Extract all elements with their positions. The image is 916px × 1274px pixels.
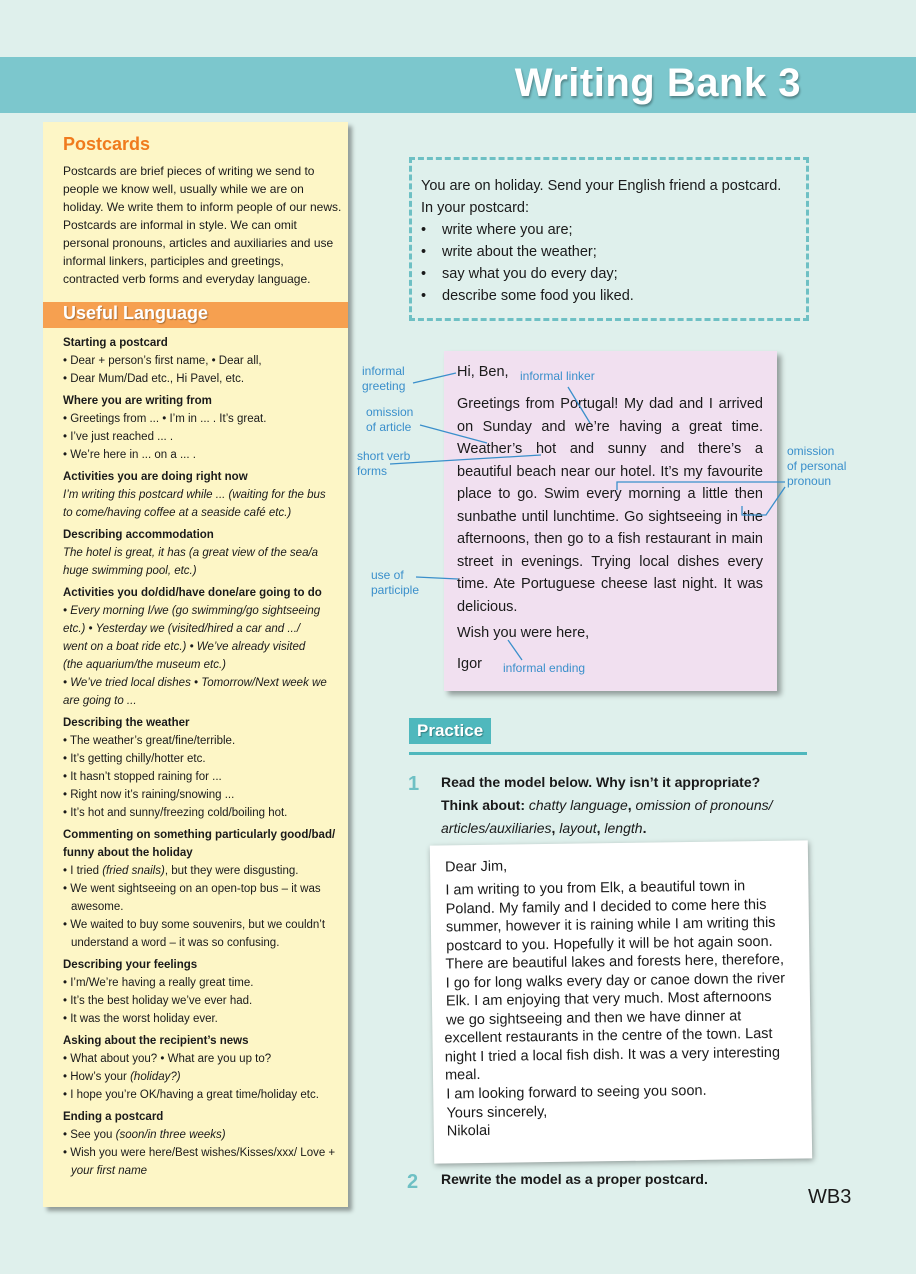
task-bullet-text: describe some food you liked. bbox=[442, 288, 634, 304]
letter-closing-line: I am looking forward to seeing you soon. bbox=[446, 1082, 707, 1103]
question-number: 2 bbox=[407, 1171, 419, 1193]
phrase: • I’ve just reached ... . bbox=[63, 431, 174, 443]
bullet-icon: • bbox=[421, 244, 427, 260]
phrase: • I’m/We’re having a really great time. bbox=[63, 977, 254, 989]
section-title: Describing the weather bbox=[63, 717, 190, 729]
phrase-part: • I tried bbox=[63, 865, 103, 877]
think-item: articles/auxiliaries bbox=[441, 820, 552, 836]
letter-line: night I tried a local fish dish. It was a very interesting bbox=[444, 1044, 781, 1065]
letter-line: Elk. I am enjoying that very much. Most afternoons bbox=[445, 988, 772, 1010]
practice-label: Practice bbox=[409, 718, 491, 744]
connector-linker bbox=[568, 387, 590, 423]
letter-closing bbox=[446, 1082, 707, 1141]
question-1-line: Read the model below. Why isn’t it appropriate? bbox=[441, 774, 761, 790]
phrase: understand a word – it was so confusing. bbox=[71, 937, 280, 949]
annotation-line: omission bbox=[787, 444, 835, 458]
connector-pronoun-2 bbox=[742, 487, 785, 515]
phrase: • Dear Mum/Dad etc., Hi Pavel, etc. bbox=[63, 373, 245, 385]
phrase-example: (fried snails) bbox=[102, 865, 165, 877]
phrase: • It hasn’t stopped raining for ... bbox=[63, 771, 222, 783]
connector-verb-forms bbox=[390, 455, 541, 464]
annotation-line: informal bbox=[362, 364, 405, 378]
section-title: Activities you do/did/have done/are going to do bbox=[63, 587, 322, 599]
letter-line: I am writing to you from Elk, a beautiful town in bbox=[445, 878, 746, 899]
bullet-icon: • bbox=[421, 222, 427, 238]
task-bullet-text: write where you are; bbox=[442, 222, 573, 238]
phrase-example: (soon/in three weeks) bbox=[115, 1129, 226, 1141]
model-closing: Wish you were here, bbox=[457, 625, 590, 641]
letter-line: summer, however it is raining while I am writing this bbox=[445, 914, 776, 936]
phrase-part: • See you bbox=[63, 1129, 116, 1141]
letter-salutation: Dear Jim, bbox=[444, 858, 508, 876]
phrase: etc.) • Yesterday we (visited/hired a car and .../ bbox=[63, 623, 301, 635]
phrase: • We’ve tried local dishes • Tomorrow/Next week we bbox=[63, 677, 327, 689]
phrase: I’m writing this postcard while ... (waiting for the bus bbox=[63, 489, 326, 501]
letter-card bbox=[430, 840, 812, 1163]
annotation-informal-ending: informal ending bbox=[503, 661, 586, 675]
task-bullet-text: write about the weather; bbox=[442, 244, 597, 260]
letter-signature: Nikolai bbox=[446, 1122, 491, 1140]
model-signature: Igor bbox=[457, 656, 482, 672]
task-intro: You are on holiday. Send your English friend a postcard. bbox=[421, 178, 782, 194]
practice-divider bbox=[409, 752, 807, 755]
phrase: • It’s the best holiday we’ve ever had. bbox=[63, 995, 253, 1007]
letter-closing-line: Yours sincerely, bbox=[446, 1103, 548, 1121]
letter-line: excellent restaurants in the centre of the town. Last bbox=[444, 1025, 773, 1047]
model-body: Greetings from Portugal! My dad and I arrived on Sunday and we’re having a great time. Weather’s hot and sunny and there’s a beautiful beach near our hotel. It’s my favourite place to go. Swim every morning a little then sunbathe until lunchtime. Go sightseeing in the afternoons, then go to a fish restaurant in main street in evenings. Trying local dishes every time. Ate Portuguese cheese last night. It was delicious. bbox=[457, 396, 763, 615]
section-title: Asking about the recipient’s news bbox=[63, 1035, 249, 1047]
page-title: Writing Bank 3 bbox=[514, 61, 801, 105]
phrase: huge swimming pool, etc.) bbox=[63, 565, 197, 577]
connector-greeting bbox=[413, 373, 456, 383]
letter-line: we go sightseeing and then we have dinner at bbox=[446, 1007, 742, 1028]
section-title: Activities you are doing right now bbox=[63, 471, 248, 483]
annotation-line: use of bbox=[371, 568, 404, 582]
letter-line: Poland. My family and I decided to come here this bbox=[445, 896, 767, 917]
letter-line: There are beautiful lakes and forests here, therefore, bbox=[445, 951, 785, 973]
phrase: • Every morning I/we (go swimming/go sightseeing bbox=[63, 605, 321, 617]
annotation-line: pronoun bbox=[787, 474, 832, 488]
phrase: • It was the worst holiday ever. bbox=[63, 1013, 218, 1025]
annotation-line: short verb bbox=[357, 449, 411, 463]
phrase: (the aquarium/the museum etc.) bbox=[63, 659, 226, 671]
section-title: Starting a postcard bbox=[63, 337, 168, 349]
phrase: • I hope you’re OK/having a great time/holiday etc. bbox=[63, 1089, 319, 1101]
phrase: • We’re here in ... on a ... . bbox=[63, 449, 196, 461]
letter-line: postcard to you. Hopefully it will be hot again soon. bbox=[446, 933, 773, 954]
phrase-part: • How’s your bbox=[63, 1071, 131, 1083]
phrase-example: (holiday?) bbox=[130, 1071, 181, 1083]
phrase: are going to ... bbox=[63, 695, 137, 707]
section-title: Where you are writing from bbox=[63, 395, 212, 407]
phrase: • The weather’s great/fine/terrible. bbox=[63, 735, 236, 747]
postcards-heading: Postcards bbox=[63, 134, 151, 154]
letter-body bbox=[444, 876, 807, 1085]
phrase: • Wish you were here/Best wishes/Kisses/xxx/ Love + bbox=[63, 1147, 336, 1159]
annotation-line: participle bbox=[371, 583, 420, 597]
annotation-line: forms bbox=[357, 464, 387, 478]
annotation-line: greeting bbox=[362, 379, 406, 393]
phrase: went on a boat ride etc.) • We’ve already visited bbox=[63, 641, 306, 653]
page-code: WB3 bbox=[808, 1186, 852, 1208]
bullet-icon: • bbox=[421, 266, 427, 282]
annotation-line: of personal bbox=[787, 459, 847, 473]
phrase: • It’s getting chilly/hotter etc. bbox=[63, 753, 206, 765]
connector-participle bbox=[416, 577, 458, 579]
phrase: awesome. bbox=[71, 901, 124, 913]
phrase: • We waited to buy some souvenirs, but we couldn’t bbox=[63, 919, 326, 931]
useful-language-heading: Useful Language bbox=[63, 303, 209, 323]
postcards-intro: Postcards are brief pieces of writing we send to people we know well, usually while we are on holiday. We write them to inform people of our news. Postcards are informal in style. We can omit personal pronouns, articles and auxiliaries and use informal linkers, participles and greetings, contracted verb forms and everyday language. bbox=[63, 164, 342, 286]
section-title: Describing your feelings bbox=[63, 959, 198, 971]
phrase: to come/having coffee at a seaside café etc.) bbox=[63, 507, 292, 519]
question-number: 1 bbox=[408, 773, 420, 795]
phrase: • Greetings from ... • I’m in ... . It’s great. bbox=[63, 413, 267, 425]
annotation-informal-linker: informal linker bbox=[520, 369, 595, 383]
phrase: • It’s hot and sunny/freezing cold/boiling hot. bbox=[63, 807, 288, 819]
connector-article bbox=[420, 425, 487, 443]
question-1-think-cont: articles/auxiliaries, layout, length. bbox=[441, 820, 647, 836]
letter-line: meal. bbox=[444, 1066, 481, 1084]
section-title: Commenting on something particularly good/bad/ funny about the holiday bbox=[63, 829, 336, 859]
phrase: • What about you? • What are you up to? bbox=[63, 1053, 272, 1065]
task-bullet-text: say what you do every day; bbox=[442, 266, 618, 282]
letter-line: I go for long walks every day or canoe down the river bbox=[445, 970, 786, 991]
section-title: Ending a postcard bbox=[63, 1111, 164, 1123]
think-item: omission of pronouns/ bbox=[635, 797, 773, 813]
question-1-think: Think about: chatty language, omission of pronouns/ bbox=[441, 797, 773, 813]
phrase-part: , but they were disgusting. bbox=[164, 865, 299, 877]
phrase: • Dear + person’s first name, • Dear all, bbox=[63, 355, 262, 367]
annotation-line: of article bbox=[366, 420, 412, 434]
think-about-label: Think about: bbox=[441, 797, 525, 813]
section-title: Describing accommodation bbox=[63, 529, 214, 541]
think-item: chatty language bbox=[528, 797, 628, 813]
connector-pronoun-1 bbox=[617, 482, 785, 490]
bullet-icon: • bbox=[421, 288, 427, 304]
connector-ending bbox=[508, 640, 522, 660]
question-1 bbox=[441, 771, 801, 840]
think-item: length bbox=[604, 820, 643, 836]
phrase: The hotel is great, it has (a great view of the sea/a bbox=[63, 547, 319, 559]
phrase: • We went sightseeing on an open-top bus – it was bbox=[63, 883, 321, 895]
model-greeting: Hi, Ben, bbox=[457, 364, 509, 380]
phrase: your first name bbox=[71, 1165, 148, 1177]
think-item: layout bbox=[559, 820, 597, 836]
phrase: • Right now it’s raining/snowing ... bbox=[63, 789, 235, 801]
task-intro: In your postcard: bbox=[421, 200, 529, 216]
annotation-line: omission bbox=[366, 405, 414, 419]
question-2: Rewrite the model as a proper postcard. bbox=[441, 1171, 708, 1187]
